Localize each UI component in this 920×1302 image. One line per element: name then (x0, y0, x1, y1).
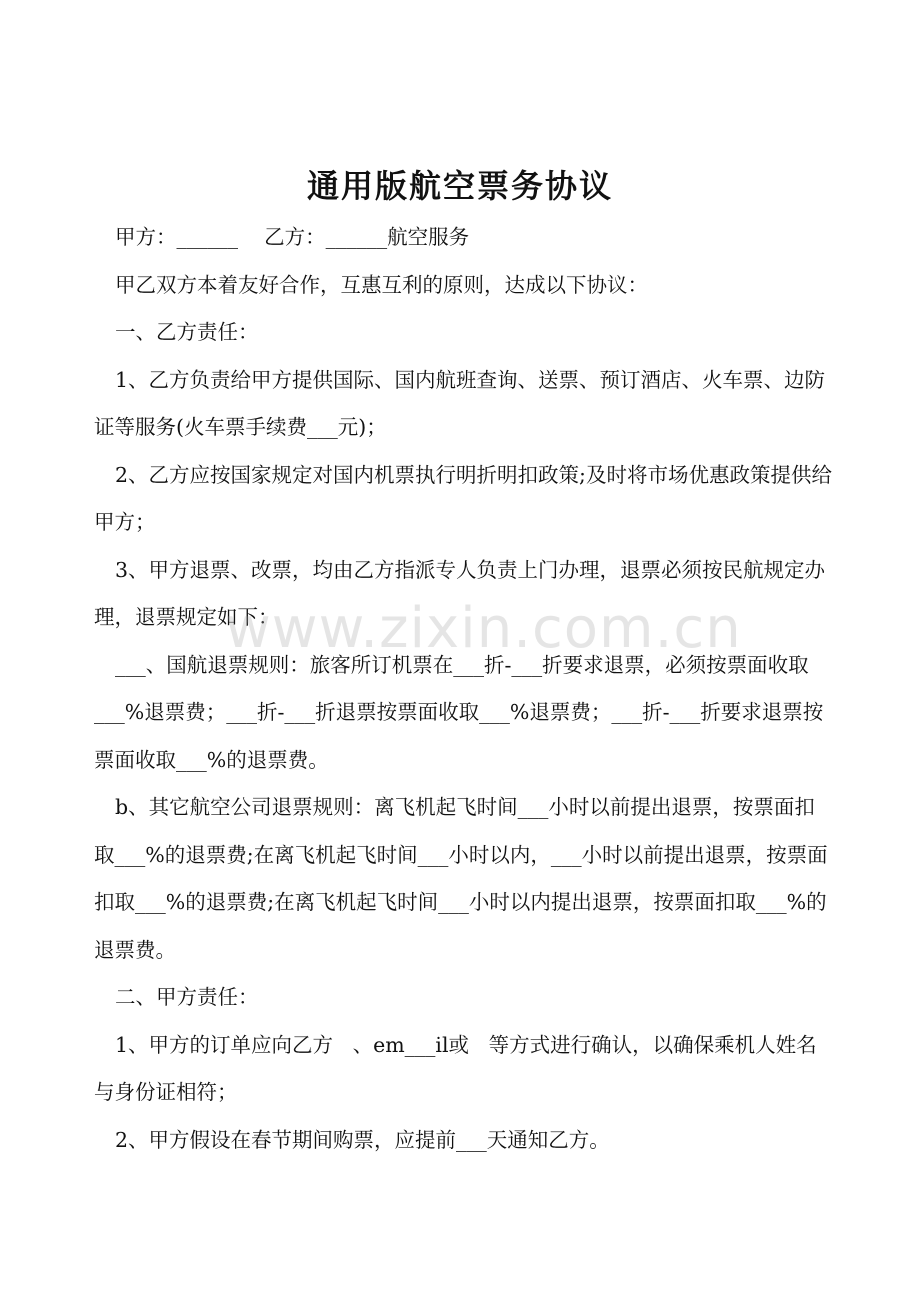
parties-line: 甲方：______ 乙方：______航空服务 (115, 225, 470, 249)
document-title: 通用版航空票务协议 (306, 167, 613, 205)
section-heading-1: 一、乙方责任： (115, 320, 259, 344)
clause-1-a: ___、国航退票规则：旅客所订机票在___折-___折要求退票，必须按票面收取___%退票费；___折-___折退票按票面收取___%退票费；___折-___折要求退票按票面收取___%的退票费。 (94, 652, 824, 772)
clause-2-1: 1、甲方的订单应向乙方 、em___il或 等方式进行确认，以确保乘机人姓名与身份证相符； (94, 1032, 817, 1104)
clause-1-b: b、其它航空公司退票规则：离飞机起飞时间___小时以前提出退票，按票面扣取___%的退票费;在离飞机起飞时间___小时以内，___小时以前提出退票，按票面扣取___%的退票费;在离飞机起飞时间___小时以内提出退票，按票面扣取___%的退票费。 (94, 795, 828, 962)
section-heading-2: 二、甲方责任： (115, 985, 259, 1009)
intro-paragraph: 甲乙双方本着友好合作，互惠互利的原则，达成以下协议： (115, 272, 648, 297)
clause-1-2: 2、乙方应按国家规定对国内机票执行明折明扣政策;及时将市场优惠政策提供给甲方； (94, 462, 832, 534)
document-body (94, 214, 834, 1164)
clause-1-3: 3、甲方退票、改票，均由乙方指派专人负责上门办理，退票必须按民航规定办理，退票规定如下： (94, 557, 826, 629)
watermark-text: www.zixin.com.cn (225, 596, 742, 661)
clause-1-1: 1、乙方负责给甲方提供国际、国内航班查询、送票、预订酒店、火车票、边防证等服务(火车票手续费___元)； (94, 367, 826, 439)
clause-2-2: 2、甲方假设在春节期间购票，应提前___天通知乙方。 (115, 1127, 610, 1152)
